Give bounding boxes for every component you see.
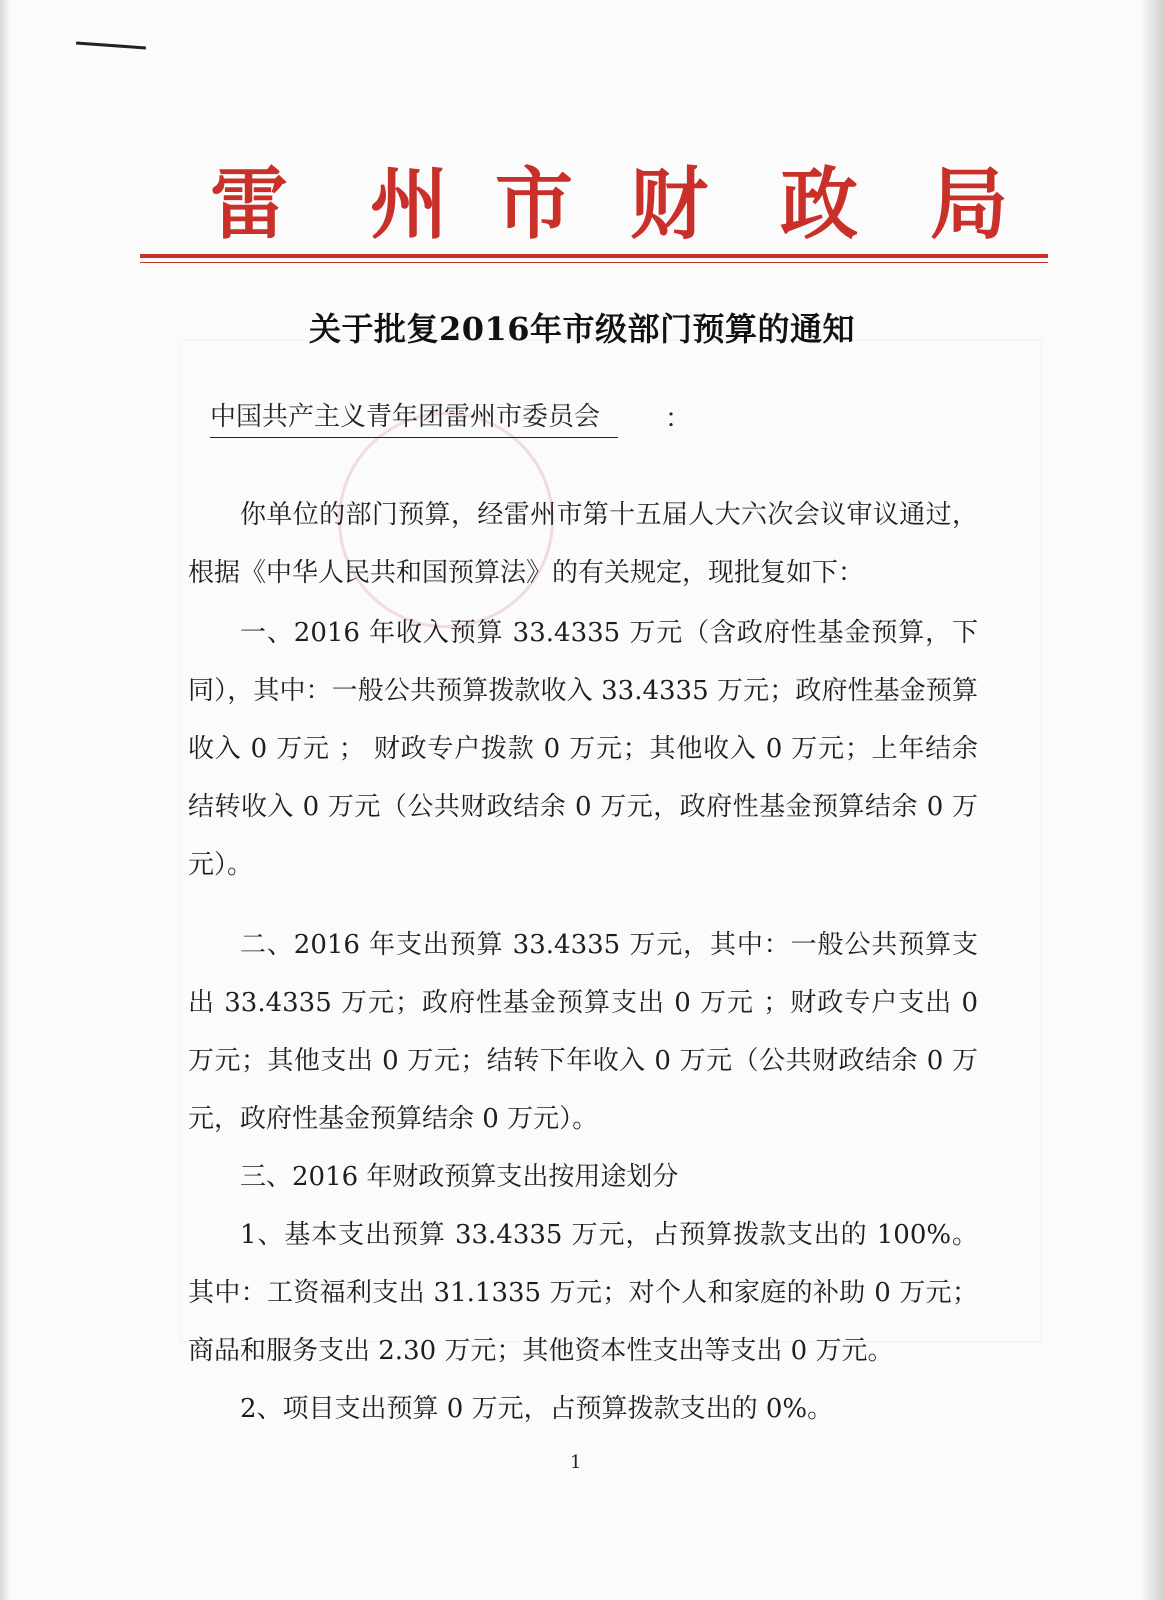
scan-edge-left xyxy=(0,0,10,1600)
document-title: 关于批复2016年市级部门预算的通知 xyxy=(308,310,856,348)
letterhead-rule-thin xyxy=(140,262,1048,263)
recipient-colon: ： xyxy=(665,404,692,434)
corner-pen-mark xyxy=(76,42,146,50)
paragraph-expenditure: 二、2016 年支出预算 33.4335 万元，其中：一般公共预算支出 33.4335 万元；政府性基金预算支出 0 万元 ；财政专户支出 0 万元；其他支出 0 万元；结转下年收入 0 万元（公共财政结余 0 万元，政府性基金预算结余 0 万元）。 xyxy=(188,930,978,1134)
page-number: 1 xyxy=(570,1452,582,1473)
letterhead-char: 市 xyxy=(495,159,574,250)
letterhead-char: 州 xyxy=(370,159,449,250)
letterhead-rule-thick xyxy=(140,254,1048,258)
scan-edge-right xyxy=(1140,0,1164,1600)
letterhead-char: 局 xyxy=(930,159,1009,250)
document-body xyxy=(188,486,978,1438)
paragraph-basic-expenditure: 1、基本支出预算 33.4335 万元，占预算拨款支出的 100%。其中：工资福利支出 31.1335 万元；对个人和家庭的补助 0 万元；商品和服务支出 2.30 万元；其他资本性支出等支出 0 万元。 xyxy=(188,1220,978,1366)
paragraph-usage-heading: 三、2016 年财政预算支出按用途划分 xyxy=(240,1162,679,1192)
recipient: 中国共产主义青年团雷州市委员会 xyxy=(210,396,618,438)
paragraph-intro: 你单位的部门预算，经雷州市第十五届人大六次会议审议通过，根据《中华人民共和国预算法》的有关规定，现批复如下： xyxy=(188,500,978,588)
paragraph-project-expenditure: 2、项目支出预算 0 万元，占预算拨款支出的 0%。 xyxy=(240,1394,834,1424)
paragraph-income: 一、2016 年收入预算 33.4335 万元（含政府性基金预算，下同），其中：一般公共预算拨款收入 33.4335 万元；政府性基金预算收入 0 万元 ； 财政专户拨款 0 万元；其他收入 0 万元；上年结余结转收入 0 万元（公共财政结余 0 万元，政府性基金预算结余 0 万元）。 xyxy=(188,618,978,880)
letterhead xyxy=(140,160,1020,250)
letterhead-char: 雷 xyxy=(210,159,289,250)
letterhead-char: 政 xyxy=(780,159,859,250)
letterhead-char: 财 xyxy=(630,159,709,250)
